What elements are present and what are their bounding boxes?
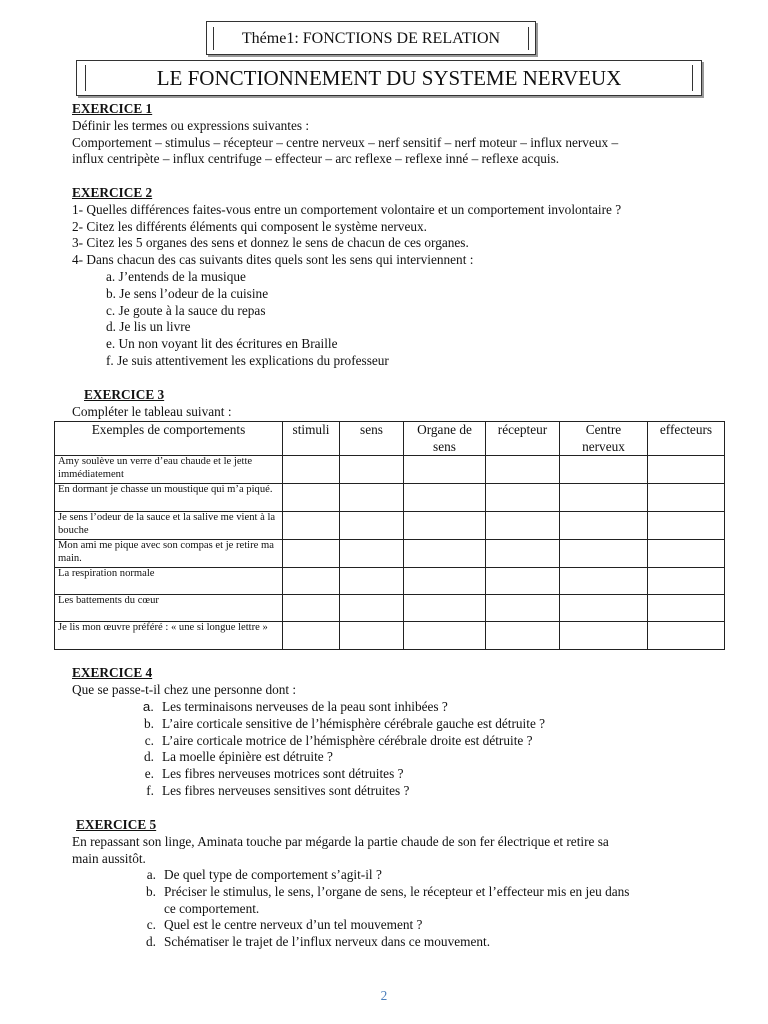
answer-cell [486,484,560,512]
table-row [55,484,725,512]
column-header-organe: Organe de sens [404,422,486,456]
list-text: Les fibres nerveuses motrices sont détruites ? [162,766,404,782]
answer-cell [486,456,560,484]
exercise-2-question-4: 4- Dans chacun des cas suivants dites quels sont les sens qui interviennent : [72,252,474,268]
exercise-4-list [136,699,545,800]
answer-cell [560,456,648,484]
exercise-2-question-2: 2- Citez les différents éléments qui composent le système nerveux. [72,218,427,234]
table-row [55,456,725,484]
table-row [55,568,725,595]
list-text: De quel type de comportement s’agit-il ? [164,867,382,882]
example-cell: Je sens l’odeur de la sauce et la salive me vient à la bouche [55,512,283,540]
exercise-4-item [136,716,545,733]
exercise-2-item: f. Je suis attentivement les explications du professeur [106,352,389,368]
table-row [55,512,725,540]
example-cell: La respiration normale [55,568,283,595]
answer-cell [648,568,725,595]
example-cell: Je lis mon œuvre préféré : « une si longue lettre » [55,622,283,650]
exercise-4-item [136,783,545,800]
theme-title: Théme1: FONCTIONS DE RELATION [213,27,529,50]
exercise-1 [72,101,722,168]
exercise-2-item: c. Je goute à la sauce du repas [106,302,266,318]
example-cell: Les battements du cœur [55,595,283,622]
exercise-5-item [138,884,629,901]
answer-cell [486,512,560,540]
list-marker: a. [142,699,154,714]
exercise-5-intro-line-1: En repassant son linge, Aminata touche par mégarde la partie chaude de son fer électrique et retire sa [72,834,609,849]
column-header-stimuli: stimuli [283,422,340,456]
list-marker: b. [144,715,154,731]
exercise-5-list [138,867,629,951]
answer-cell [404,568,486,595]
answer-cell [560,512,648,540]
example-cell: Amy soulève un verre d’eau chaude et le jette immédiatement [55,456,283,484]
exercise-5-intro-line-2: main aussitôt. [72,850,146,866]
table-row [55,622,725,650]
answer-cell [404,512,486,540]
answer-cell [404,622,486,650]
list-marker: d. [144,749,154,765]
list-text: Préciser le stimulus, le sens, l’organe de sens, le récepteur et l’effecteur mis en jeu dans [164,883,630,899]
answer-cell [486,622,560,650]
exercise-2-question-3: 3- Citez les 5 organes des sens et donnez le sens de chacun de ces organes. [72,235,469,251]
answer-cell [404,595,486,622]
exercise-2-item: a. J’entends de la musique [106,268,246,284]
exercise-5-item [138,901,629,918]
list-text: L’aire corticale sensitive de l’hémisphère cérébrale gauche est détruite ? [162,715,546,731]
example-cell: Mon ami me pique avec son compas et je retire ma main. [55,540,283,568]
exercise-4-item [136,699,545,716]
answer-cell [340,622,404,650]
list-marker: f. [146,782,154,798]
exercise-3-intro-wrap [72,404,722,421]
list-text: Schématiser le trajet de l’influx nerveux dans ce mouvement. [164,934,491,950]
column-header-recepteur: récepteur [486,422,560,456]
answer-cell [486,568,560,595]
exercise-2-item: b. Je sens l’odeur de la cuisine [106,285,269,301]
exercise-2-heading: EXERCICE 2 [72,185,153,200]
table-header-row [55,422,725,456]
exercise-5-item [138,917,629,934]
answer-cell [560,622,648,650]
answer-cell [404,456,486,484]
list-text: L’aire corticale motrice de l’hémisphère cérébrale droite est détruite ? [162,732,533,748]
exercise-5-heading-wrap [76,817,726,834]
exercise-3-heading: EXERCICE 3 [84,387,165,402]
list-marker: a. [146,867,156,882]
exercise-3-heading-wrap [84,387,734,404]
answer-cell [560,568,648,595]
list-text: Quel est le centre nerveux d’un tel mouvement ? [164,917,423,933]
list-text: La moelle épinière est détruite ? [162,749,333,765]
theme-banner [206,21,536,55]
column-header-centre: Centre nerveux [560,422,648,456]
answer-cell [283,568,340,595]
title-banner [76,60,702,96]
table-row [55,540,725,568]
answer-cell [340,595,404,622]
answer-cell [560,540,648,568]
answer-cell [486,595,560,622]
exercise-4-item [136,733,545,750]
exercise-5-item [138,867,629,884]
answer-cell [648,595,725,622]
exercise-1-heading: EXERCICE 1 [72,101,153,116]
page-number: 2 [380,988,388,1003]
example-cell: En dormant je chasse un moustique qui m’a piqué. [55,484,283,512]
list-marker: c. [144,732,154,748]
answer-cell [283,540,340,568]
list-marker: d. [146,934,156,950]
answer-cell [648,484,725,512]
exercise-1-intro: Définir les termes ou expressions suivantes : [72,117,310,133]
list-text: ce comportement. [164,900,260,916]
exercise-4-item [136,766,545,783]
column-header-effecteurs: effecteurs [648,422,725,456]
list-marker: e. [144,766,154,782]
exercise-2-item: d. Je lis un livre [106,319,191,335]
list-text: Les fibres nerveuses sensitives sont détruites ? [162,782,410,798]
answer-cell [340,484,404,512]
answer-cell [340,540,404,568]
list-marker: c. [146,917,156,933]
exercise-4 [72,665,722,699]
list-text: Les terminaisons nerveuses de la peau sont inhibées ? [162,699,448,714]
answer-cell [340,512,404,540]
answer-cell [283,512,340,540]
answer-cell [560,484,648,512]
answer-cell [404,540,486,568]
answer-cell [648,456,725,484]
exercise-4-heading: EXERCICE 4 [72,665,153,680]
exercise-2-item: e. Un non voyant lit des écritures en Braille [106,336,338,352]
exercise-4-intro: Que se passe-t-il chez une personne dont : [72,681,297,697]
exercise-2 [72,185,722,370]
list-marker: b. [146,883,156,899]
exercise-4-item [136,749,545,766]
answer-cell [283,622,340,650]
column-header-sens: sens [340,422,404,456]
answer-cell [648,540,725,568]
answer-cell [486,540,560,568]
answer-cell [648,622,725,650]
exercise-1-terms-line-2: influx centripète – influx centrifuge – effecteur – arc reflexe – reflexe inné – reflexe acquis. [72,151,560,167]
answer-cell [404,484,486,512]
answer-cell [340,456,404,484]
answer-cell [648,512,725,540]
exercise-5-heading: EXERCICE 5 [76,817,157,832]
answer-cell [283,484,340,512]
behavior-table [54,421,725,650]
page-title: LE FONCTIONNEMENT DU SYSTEME NERVEUX [85,65,693,91]
exercise-5-intro-wrap [72,834,722,868]
exercise-2-question-1: 1- Quelles différences faites-vous entre un comportement volontaire et un comportement involontaire ? [72,201,622,217]
answer-cell [560,595,648,622]
column-header-examples: Exemples de comportements [55,422,283,456]
exercise-3-intro: Compléter le tableau suivant : [72,404,232,419]
table-row [55,595,725,622]
answer-cell [340,568,404,595]
answer-cell [283,456,340,484]
answer-cell [283,595,340,622]
exercise-5-item [138,934,629,951]
exercise-1-terms-line-1: Comportement – stimulus – récepteur – centre nerveux – nerf sensitif – nerf moteur – influx nerveux – [72,134,619,150]
